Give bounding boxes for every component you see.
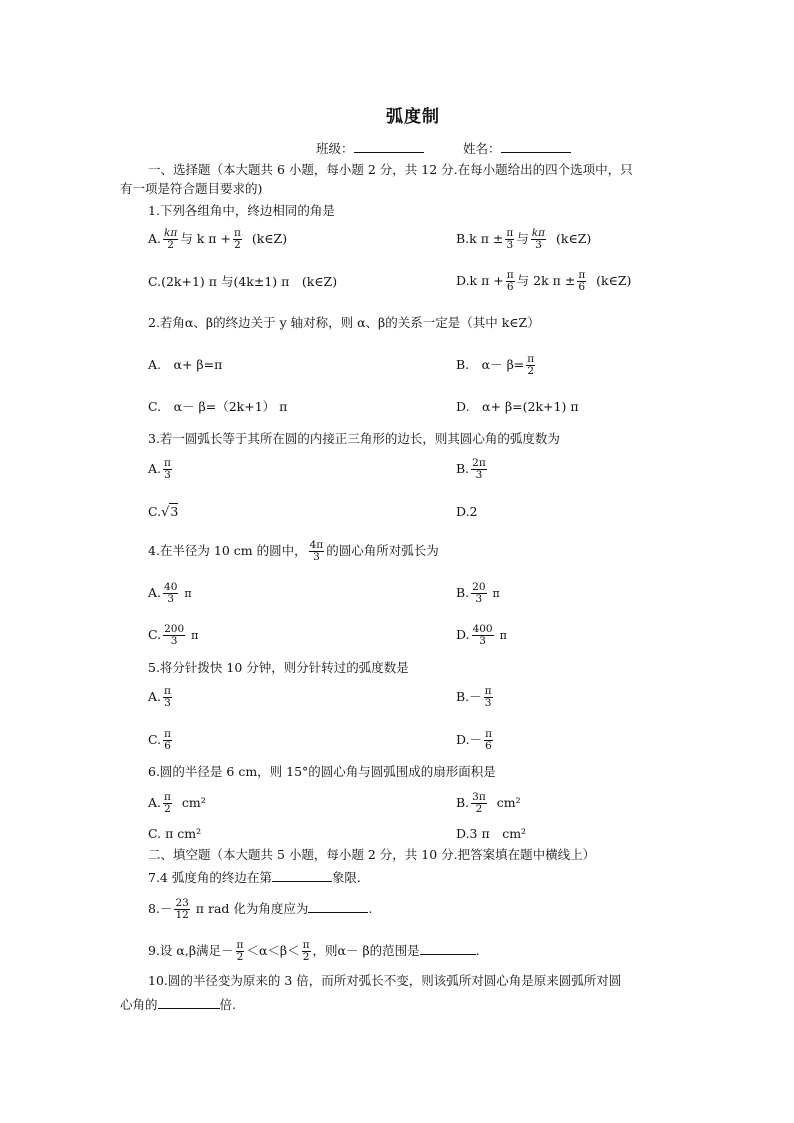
numerator: π	[578, 269, 586, 281]
q6-option-d: D.3 π cm²	[456, 826, 527, 841]
q5-option-c	[148, 729, 174, 752]
question-text: 9.设 α,β满足－	[148, 943, 234, 958]
fraction	[163, 792, 172, 815]
denominator: 3	[164, 469, 171, 481]
fraction	[163, 228, 178, 251]
option-text: 与	[516, 231, 529, 246]
option-text: cm²	[496, 795, 521, 810]
numerator: kπ	[531, 227, 546, 239]
fraction	[531, 228, 546, 251]
denominator: 2	[475, 803, 483, 815]
q6-option-b	[456, 792, 521, 815]
denominator: 3	[170, 635, 178, 647]
fraction	[484, 686, 493, 709]
denominator: 3	[475, 469, 483, 481]
q10-line1: 10.圆的半径变为原来的 3 倍，而所对弧长不变，则该弧所对圆心角是原来圆弧所对圆	[148, 973, 622, 988]
numerator: 4π	[309, 539, 324, 551]
question-text: ＜α＜β＜	[246, 943, 300, 958]
numerator: π	[506, 227, 514, 239]
q2-option-a: A. α+ β=π	[148, 357, 223, 372]
numerator: 23	[175, 897, 189, 909]
denominator: 3	[164, 697, 171, 709]
q2-stem: 2.若角α、β的终边关于 y 轴对称，则 α、β的关系一定是（其中 k∈Z）	[148, 315, 540, 330]
fraction	[471, 582, 486, 605]
question-text: 心角的	[120, 997, 158, 1012]
question-text: ，则α－ β的范围是	[312, 943, 420, 958]
option-text: π	[184, 587, 192, 600]
numerator: π	[485, 728, 492, 740]
q3-stem: 3.若一圆弧长等于其所在圆的内接正三角形的边长，则其圆心角的弧度数为	[148, 431, 560, 446]
q3-option-c	[148, 504, 178, 521]
option-text: (k∈Z)	[596, 273, 632, 288]
option-label: A.	[148, 689, 162, 704]
fraction	[233, 228, 242, 251]
q1-option-c: C.(2k+1) π 与(4k±1) π (k∈Z)	[148, 274, 338, 289]
fraction	[506, 270, 515, 293]
option-label: A.	[148, 795, 162, 810]
question-text: .	[368, 901, 373, 916]
fraction	[309, 540, 325, 563]
option-label: C.	[148, 627, 162, 642]
section1-heading-cont: 有一项是符合题目要求的)	[120, 181, 263, 196]
q4-option-b	[456, 582, 500, 605]
radicand: 3	[170, 504, 179, 519]
numerator: π	[527, 353, 535, 365]
question-text: 7.4 弧度角的终边在第	[148, 870, 272, 885]
denominator: 3	[535, 239, 542, 251]
numerator: 200	[164, 623, 185, 635]
numerator: π	[236, 939, 244, 951]
question-text: 8.－	[148, 901, 173, 916]
q5-stem: 5.将分针拨快 10 分钟，则分针转过的弧度数是	[148, 660, 409, 675]
q4-option-a	[148, 582, 192, 605]
option-text: π	[191, 629, 199, 642]
fraction	[526, 354, 535, 377]
q10-line2	[120, 996, 236, 1013]
question-text: π rad 化为角度应为	[195, 901, 309, 916]
q1-option-b	[456, 228, 591, 251]
answer-blank[interactable]	[272, 869, 332, 882]
class-label: 班级：	[316, 141, 354, 156]
question-text: 象限.	[331, 870, 361, 885]
answer-blank[interactable]	[158, 996, 220, 1009]
fraction	[163, 582, 178, 605]
name-field	[463, 140, 571, 157]
denominator: 2	[167, 239, 174, 251]
option-label: B.k π ±	[456, 231, 504, 246]
denominator: 2	[236, 951, 244, 963]
fraction	[163, 624, 185, 647]
option-label: D.	[456, 627, 470, 642]
option-label: A.	[148, 461, 162, 476]
numerator: π	[233, 227, 241, 239]
q4-option-c	[148, 624, 198, 647]
option-text: 与 k π +	[180, 231, 231, 246]
q7	[148, 869, 361, 886]
option-label: B.－	[456, 689, 482, 704]
fraction	[505, 228, 514, 251]
option-text: π	[492, 587, 500, 600]
fraction	[163, 458, 172, 481]
denominator: 6	[164, 740, 171, 752]
section2-heading: 二、填空题（本大题共 5 小题，每小题 2 分，共 10 分.把答案填在题中横线上）	[148, 847, 596, 862]
q6-option-c: C. π cm²	[148, 826, 202, 841]
stem-text: 的圆心角所对弧长为	[326, 543, 439, 558]
option-text: π	[499, 629, 507, 642]
numerator: π	[302, 939, 310, 951]
denominator: 2	[527, 365, 535, 377]
numerator: π	[164, 728, 171, 740]
q3-option-d: D.2	[456, 504, 478, 519]
q1-option-a	[148, 228, 287, 251]
page-title: 弧度制	[386, 107, 440, 127]
option-label: A.	[148, 231, 162, 246]
denominator: 2	[302, 951, 310, 963]
q5-option-d	[456, 729, 495, 752]
section1-heading: 一、选择题（本大题共 6 小题，每小题 2 分，共 12 分.在每小题给出的四个选项中，只	[148, 162, 633, 177]
denominator: 3	[479, 635, 486, 647]
answer-blank[interactable]	[308, 900, 368, 913]
class-field	[316, 140, 424, 157]
q9	[148, 940, 480, 963]
question-text: 倍.	[219, 997, 236, 1012]
q3-option-b	[456, 458, 489, 481]
numerator: 40	[164, 581, 178, 593]
fraction	[471, 458, 487, 481]
stem-text: 4.在半径为 10 cm 的圆中，	[148, 543, 307, 558]
denominator: 6	[506, 281, 514, 293]
denominator: 3	[506, 239, 514, 251]
fraction	[472, 624, 494, 647]
option-label: B. α－ β=	[456, 357, 525, 372]
option-label: A.	[148, 585, 162, 600]
q8	[148, 898, 372, 921]
denominator: 3	[475, 593, 483, 605]
option-label: C.	[148, 732, 162, 747]
fraction	[163, 729, 172, 752]
numerator: kπ	[164, 227, 178, 239]
option-label: B.	[456, 795, 470, 810]
option-text: 与 2k π ±	[516, 273, 576, 288]
answer-blank[interactable]	[420, 942, 476, 955]
denominator: 3	[313, 551, 320, 563]
numerator: π	[506, 269, 514, 281]
denominator: 6	[485, 740, 492, 752]
denominator: 2	[164, 803, 171, 815]
q2-option-c: C. α－ β=（2k+1） π	[148, 399, 288, 414]
fraction	[577, 270, 586, 293]
denominator: 3	[167, 593, 175, 605]
denominator: 3	[484, 697, 492, 709]
question-text: .	[475, 943, 480, 958]
numerator: π	[164, 791, 171, 803]
q3-option-a	[148, 458, 174, 481]
fraction	[236, 940, 245, 963]
option-text: (k∈Z)	[251, 231, 288, 246]
q6-stem: 6.圆的半径是 6 cm，则 15°的圆心角与圆弧围成的扇形面积是	[148, 764, 496, 779]
option-label: D.k π +	[456, 273, 504, 288]
denominator: 12	[175, 909, 189, 921]
fraction	[484, 729, 493, 752]
q4-option-d	[456, 624, 507, 647]
numerator: 2π	[472, 457, 486, 469]
class-blank[interactable]	[354, 140, 424, 153]
name-blank[interactable]	[501, 140, 571, 153]
denominator: 6	[578, 281, 586, 293]
name-label: 姓名：	[463, 141, 501, 156]
fraction	[163, 686, 172, 709]
fraction	[174, 898, 189, 921]
numerator: π	[164, 457, 171, 469]
numerator: 400	[472, 623, 493, 635]
denominator: 2	[234, 239, 241, 251]
option-text: (k∈Z)	[556, 231, 592, 246]
numerator: π	[484, 685, 492, 697]
q5-option-a	[148, 686, 174, 709]
numerator: 20	[472, 581, 486, 593]
option-label: B.	[456, 585, 470, 600]
option-label: C.	[148, 504, 162, 519]
q5-option-b	[456, 686, 495, 709]
fraction	[302, 940, 311, 963]
numerator: π	[164, 685, 171, 697]
option-text: cm²	[181, 795, 206, 810]
q1-stem: 1.下列各组角中，终边相同的角是	[148, 203, 335, 218]
sqrt-icon: √	[161, 505, 170, 520]
q4-stem	[148, 540, 439, 563]
fraction	[471, 792, 487, 815]
q2-option-d: D. α+ β=(2k+1) π	[456, 399, 579, 414]
q6-option-a	[148, 792, 206, 815]
option-label: B.	[456, 461, 470, 476]
q1-option-d	[456, 270, 631, 293]
numerator: 3π	[472, 791, 486, 803]
option-label: D.－	[456, 732, 483, 747]
q2-option-b	[456, 354, 537, 377]
